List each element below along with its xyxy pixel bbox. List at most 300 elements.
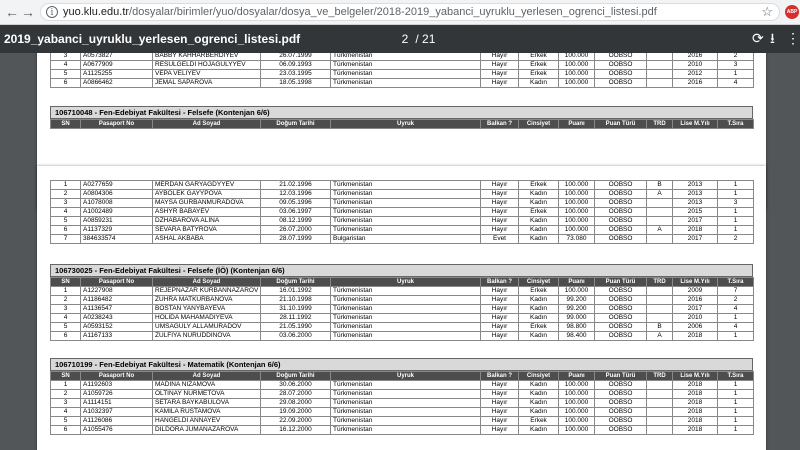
table-cell: DILDORA JUMANAZAROVA <box>153 426 261 435</box>
table-matematik <box>50 371 754 435</box>
table-cell: Türkmenistan <box>331 305 481 314</box>
table-cell: A1167133 <box>81 332 153 341</box>
table-cell: 3 <box>718 61 754 70</box>
table-cell: Türkmenistan <box>331 314 481 323</box>
table-row <box>51 61 754 70</box>
table-cell: 100.000 <box>559 226 595 235</box>
table-cell: 28.07.1999 <box>261 235 331 244</box>
table-cell: 26.07.1999 <box>261 53 331 61</box>
table-cell: Erkek <box>519 323 559 332</box>
browser-address-bar <box>0 0 800 25</box>
bookmark-star-icon[interactable]: ☆ <box>761 4 773 19</box>
table-cell <box>647 296 673 305</box>
table-cell: Türkmenistan <box>331 287 481 296</box>
table-cell: 1 <box>718 381 754 390</box>
table-cell: Erkek <box>519 208 559 217</box>
column-header: Doğum Tarihi <box>261 372 331 381</box>
table-row <box>51 79 754 88</box>
table-cell <box>647 61 673 70</box>
column-header: Puan Türü <box>595 372 647 381</box>
column-header: Cinsiyet <box>519 120 559 129</box>
column-header: Puanı <box>559 278 595 287</box>
table-cell: 7 <box>718 287 754 296</box>
table-row <box>51 323 754 332</box>
table-cell: A1186482 <box>81 296 153 305</box>
table-cell: 29.08.2000 <box>261 399 331 408</box>
table-cell: Türkmenistan <box>331 417 481 426</box>
table-cell: Kadın <box>519 296 559 305</box>
column-header: Doğum Tarihi <box>261 278 331 287</box>
table-cell: 5 <box>51 323 81 332</box>
table-cell: Kadın <box>519 79 559 88</box>
table-cell: Kadın <box>519 408 559 417</box>
table-cell: 21.05.1990 <box>261 323 331 332</box>
table-cell: 1 <box>718 390 754 399</box>
column-header: Puanı <box>559 372 595 381</box>
table-row <box>51 305 754 314</box>
table-cell: Hayır <box>481 390 519 399</box>
table-cell <box>647 79 673 88</box>
table-cell: BABBY KAHHARBERDIYEV <box>153 53 261 61</box>
table-cell: Kadın <box>519 381 559 390</box>
table-cell: Türkmenistan <box>331 208 481 217</box>
url-text <box>63 6 657 19</box>
column-header: T.Sıra <box>718 120 754 129</box>
table-row <box>51 217 754 226</box>
table-cell: 98.800 <box>559 323 595 332</box>
column-header: TRD <box>647 372 673 381</box>
column-header: Ad Soyad <box>153 372 261 381</box>
table-cell: 1 <box>51 181 81 190</box>
column-header: Pasaport No <box>81 120 153 129</box>
column-header: SN <box>51 372 81 381</box>
table-cell: 1 <box>718 332 754 341</box>
table-cell: 3 <box>718 199 754 208</box>
table-cell: Hayır <box>481 208 519 217</box>
table-cell: Kadın <box>519 305 559 314</box>
table-cell: Hayır <box>481 181 519 190</box>
table-cell: A0804306 <box>81 190 153 199</box>
table-cell: 6 <box>51 226 81 235</box>
table-cell: 2 <box>51 296 81 305</box>
table-cell: 100.000 <box>559 190 595 199</box>
adblock-extension-icon[interactable]: ABP <box>785 5 799 19</box>
table-cell: Evet <box>481 235 519 244</box>
column-header: Cinsiyet <box>519 278 559 287</box>
table-cell: Bulgaristan <box>331 235 481 244</box>
table-cell: 2018 <box>673 381 718 390</box>
table-page1-top <box>50 53 754 88</box>
table-cell: DZHABAROVA ALINA <box>153 217 261 226</box>
column-header: Uyruk <box>331 278 481 287</box>
section-title-felsefe-io: 106730025 - Fen-Edebiyat Fakültesi - Felsefe (İÖ) (Kontenjan 6/6) <box>50 264 753 277</box>
pdf-page-2 <box>37 166 766 450</box>
table-row <box>51 332 754 341</box>
table-cell: 99.000 <box>559 314 595 323</box>
table-cell: 08.12.1999 <box>261 217 331 226</box>
table-cell: Kadın <box>519 314 559 323</box>
table-cell: HOLIDA MAHAMADIYEVA <box>153 314 261 323</box>
table-cell: Türkmenistan <box>331 181 481 190</box>
table-cell <box>647 381 673 390</box>
table-cell: A1032397 <box>81 408 153 417</box>
table-row <box>51 199 754 208</box>
table-cell: 12.03.1996 <box>261 190 331 199</box>
pdf-viewport[interactable] <box>0 53 800 450</box>
column-header: Balkan ? <box>481 372 519 381</box>
table-body <box>51 181 754 244</box>
table-cell: HANGELDI ANNAYEV <box>153 417 261 426</box>
table-row <box>51 426 754 435</box>
table-cell: 100.000 <box>559 53 595 61</box>
total-pages: 21 <box>422 32 436 46</box>
table-cell: 2017 <box>673 305 718 314</box>
table-cell: SETARA BAYKABULOVA <box>153 399 261 408</box>
table-cell: OOBSO <box>595 287 647 296</box>
table-cell: 4 <box>51 61 81 70</box>
table-cell: 100.000 <box>559 181 595 190</box>
table-cell: Türkmenistan <box>331 190 481 199</box>
table-cell: 98.400 <box>559 332 595 341</box>
table-cell: Hayır <box>481 53 519 61</box>
table-cell: 06.09.1993 <box>261 61 331 70</box>
column-header: TRD <box>647 120 673 129</box>
table-row <box>51 390 754 399</box>
table-cell: 100.000 <box>559 208 595 217</box>
table-cell: OOBSO <box>595 53 647 61</box>
table-row <box>51 381 754 390</box>
table-cell: 2016 <box>673 296 718 305</box>
table-cell: Türkmenistan <box>331 226 481 235</box>
table-header-row <box>51 120 754 129</box>
table-cell: OOBSO <box>595 314 647 323</box>
table-cell: Hayır <box>481 226 519 235</box>
table-cell: 6 <box>51 79 81 88</box>
table-cell: 100.000 <box>559 287 595 296</box>
table-cell <box>647 199 673 208</box>
table-cell: 2015 <box>673 208 718 217</box>
table-cell <box>647 287 673 296</box>
table-row <box>51 296 754 305</box>
table-cell: 1 <box>718 399 754 408</box>
table-row <box>51 190 754 199</box>
table-cell: 1 <box>718 226 754 235</box>
table-cell: BOSTAN YANYBAYEVA <box>153 305 261 314</box>
table-cell: 1 <box>718 217 754 226</box>
table-body <box>51 53 754 88</box>
table-cell: A <box>647 226 673 235</box>
table-cell: 99.200 <box>559 296 595 305</box>
table-cell: A <box>647 190 673 199</box>
table-cell: 21.02.1996 <box>261 181 331 190</box>
table-cell: OOBSO <box>595 323 647 332</box>
table-cell: 3 <box>51 53 81 61</box>
column-header: Puan Türü <box>595 120 647 129</box>
table-cell: OOBSO <box>595 390 647 399</box>
table-cell: JEMAL SAPAROVA <box>153 79 261 88</box>
table-cell: REJEPNAZAR KURBANNAZAROV <box>153 287 261 296</box>
table-cell: OOBSO <box>595 79 647 88</box>
table-row <box>51 181 754 190</box>
table-cell: 1 <box>51 381 81 390</box>
table-cell: 3 <box>51 305 81 314</box>
column-header: TRD <box>647 278 673 287</box>
table-felsefe-continued <box>50 180 754 244</box>
table-cell: A1002489 <box>81 208 153 217</box>
table-cell: A1055476 <box>81 426 153 435</box>
table-cell: OLTINAY NURMETOVA <box>153 390 261 399</box>
table-cell: Hayır <box>481 332 519 341</box>
table-cell: Hayır <box>481 70 519 79</box>
table-cell: A1114151 <box>81 399 153 408</box>
table-cell: ZULFIYA NURUDDINOVA <box>153 332 261 341</box>
table-cell: A1126086 <box>81 417 153 426</box>
table-cell <box>647 53 673 61</box>
column-header: Puanı <box>559 120 595 129</box>
table-cell: A0593152 <box>81 323 153 332</box>
table-cell: 100.000 <box>559 426 595 435</box>
table-cell: 28.11.1992 <box>261 314 331 323</box>
table-cell: OOBSO <box>595 181 647 190</box>
table-cell: Erkek <box>519 417 559 426</box>
table-cell: OOBSO <box>595 70 647 79</box>
current-page-input[interactable]: 2 <box>401 32 409 46</box>
table-cell: 100.000 <box>559 199 595 208</box>
table-cell <box>647 390 673 399</box>
column-header: Ad Soyad <box>153 120 261 129</box>
table-cell: B <box>647 181 673 190</box>
more-menu-icon[interactable]: ⋮ <box>786 30 800 46</box>
column-header: Uyruk <box>331 372 481 381</box>
table-cell: OOBSO <box>595 399 647 408</box>
column-header: Ad Soyad <box>153 278 261 287</box>
table-cell: 18.05.1998 <box>261 79 331 88</box>
table-cell: 23.03.1995 <box>261 70 331 79</box>
table-cell: Hayır <box>481 296 519 305</box>
table-cell: 2012 <box>673 70 718 79</box>
table-cell: OOBSO <box>595 226 647 235</box>
table-cell: 100.000 <box>559 70 595 79</box>
table-cell <box>647 235 673 244</box>
table-cell: 2017 <box>673 217 718 226</box>
table-cell: 1 <box>718 208 754 217</box>
column-header: Balkan ? <box>481 120 519 129</box>
table-cell: 2 <box>51 390 81 399</box>
table-cell: Türkmenistan <box>331 323 481 332</box>
table-row <box>51 70 754 79</box>
table-cell: 100.000 <box>559 217 595 226</box>
table-cell: Kadın <box>519 426 559 435</box>
table-cell: 26.07.2000 <box>261 226 331 235</box>
table-cell: 4 <box>51 408 81 417</box>
table-felsefe-header <box>50 119 754 129</box>
table-cell: Erkek <box>519 181 559 190</box>
table-cell: Hayır <box>481 79 519 88</box>
table-cell: Kadın <box>519 235 559 244</box>
table-cell: Türkmenistan <box>331 332 481 341</box>
table-cell: 2 <box>718 235 754 244</box>
table-cell: A1137329 <box>81 226 153 235</box>
table-cell: A1227908 <box>81 287 153 296</box>
table-header-row <box>51 372 754 381</box>
table-cell: ASHAL AKBABA <box>153 235 261 244</box>
section-title-matematik: 106710199 - Fen-Edebiyat Fakültesi - Matematik (Kontenjan 6/6) <box>50 358 753 371</box>
table-cell: 4 <box>51 314 81 323</box>
column-header: Lise M.Yılı <box>673 278 718 287</box>
column-header: SN <box>51 278 81 287</box>
url-input[interactable] <box>40 3 780 21</box>
table-cell: Türkmenistan <box>331 79 481 88</box>
table-cell: Türkmenistan <box>331 381 481 390</box>
table-cell: OOBSO <box>595 217 647 226</box>
table-cell: Kadın <box>519 217 559 226</box>
table-cell: 2018 <box>673 399 718 408</box>
download-icon[interactable]: ⭳ <box>770 30 775 46</box>
column-header: Balkan ? <box>481 278 519 287</box>
table-cell <box>647 208 673 217</box>
table-cell: Türkmenistan <box>331 70 481 79</box>
table-cell: RESULGELDI HOJAGULYYEV <box>153 61 261 70</box>
table-cell: 2018 <box>673 390 718 399</box>
forward-icon[interactable]: → <box>21 4 35 20</box>
url-host: yuo.klu.edu.tr <box>63 6 130 18</box>
table-row <box>51 53 754 61</box>
table-header-row <box>51 278 754 287</box>
table-cell: 6 <box>51 332 81 341</box>
table-cell <box>647 217 673 226</box>
table-cell: 4 <box>718 323 754 332</box>
column-header: Pasaport No <box>81 372 153 381</box>
table-cell <box>647 305 673 314</box>
table-row <box>51 226 754 235</box>
table-cell: 03.06.2000 <box>261 332 331 341</box>
table-felsefe-io <box>50 277 754 341</box>
table-cell: 4 <box>718 79 754 88</box>
table-cell: 5 <box>51 417 81 426</box>
table-cell: Kadın <box>519 199 559 208</box>
table-cell: 4 <box>718 305 754 314</box>
table-cell: 100.000 <box>559 399 595 408</box>
table-row <box>51 399 754 408</box>
table-row <box>51 417 754 426</box>
table-cell: 2018 <box>673 408 718 417</box>
table-row <box>51 287 754 296</box>
table-cell: 03.06.1997 <box>261 208 331 217</box>
table-cell: OOBSO <box>595 426 647 435</box>
column-header: Cinsiyet <box>519 372 559 381</box>
table-cell: 2 <box>718 53 754 61</box>
table-cell: A1136547 <box>81 305 153 314</box>
table-cell: OOBSO <box>595 381 647 390</box>
table-cell: 100.000 <box>559 390 595 399</box>
table-cell: Erkek <box>519 287 559 296</box>
site-info-icon[interactable]: i <box>46 6 58 18</box>
table-cell: Erkek <box>519 70 559 79</box>
table-cell: Türkmenistan <box>331 399 481 408</box>
table-cell: MAYSA GURBANMURADOVA <box>153 199 261 208</box>
table-cell: Hayır <box>481 426 519 435</box>
table-cell: Türkmenistan <box>331 296 481 305</box>
table-cell <box>647 426 673 435</box>
column-header: Puan Türü <box>595 278 647 287</box>
table-cell: Kadın <box>519 399 559 408</box>
column-header: Lise M.Yılı <box>673 372 718 381</box>
table-cell <box>647 408 673 417</box>
table-cell: 2 <box>51 190 81 199</box>
table-cell <box>647 417 673 426</box>
column-header: Lise M.Yılı <box>673 120 718 129</box>
table-cell: 2 <box>718 296 754 305</box>
table-cell: Türkmenistan <box>331 426 481 435</box>
table-cell: Hayır <box>481 217 519 226</box>
table-cell: 3 <box>51 399 81 408</box>
table-cell: KAMILA RUSTAMOVA <box>153 408 261 417</box>
table-cell: UMSAGULY ALLAMURADOV <box>153 323 261 332</box>
table-cell: 4 <box>51 208 81 217</box>
table-cell: 28.07.2000 <box>261 390 331 399</box>
pdf-toolbar <box>0 25 800 53</box>
table-cell: 2006 <box>673 323 718 332</box>
table-cell: B <box>647 323 673 332</box>
table-cell: A0238243 <box>81 314 153 323</box>
table-cell: 5 <box>51 70 81 79</box>
table-cell: OOBSO <box>595 332 647 341</box>
table-cell: 100.000 <box>559 79 595 88</box>
column-header: Doğum Tarihi <box>261 120 331 129</box>
table-cell: 2010 <box>673 314 718 323</box>
table-cell: 2010 <box>673 61 718 70</box>
table-cell: AYBOLEK GAYYPOVA <box>153 190 261 199</box>
table-cell: 30.06.2000 <box>261 381 331 390</box>
table-cell: A <box>647 332 673 341</box>
table-cell: A0277659 <box>81 181 153 190</box>
table-cell: Türkmenistan <box>331 390 481 399</box>
pdf-file-title: 2019_yabanci_uyruklu_yerlesen_ogrenci_listesi.pdf <box>4 32 301 46</box>
page-separator: / <box>415 32 419 46</box>
table-cell: 99.200 <box>559 305 595 314</box>
table-cell: 1 <box>718 70 754 79</box>
table-cell: 2013 <box>673 190 718 199</box>
table-cell: 2018 <box>673 417 718 426</box>
table-cell: OOBSO <box>595 235 647 244</box>
table-cell: A0677909 <box>81 61 153 70</box>
table-cell: Hayır <box>481 287 519 296</box>
table-cell: OOBSO <box>595 208 647 217</box>
table-cell: Kadın <box>519 226 559 235</box>
column-header: Pasaport No <box>81 278 153 287</box>
table-cell: 2018 <box>673 226 718 235</box>
table-cell: 2013 <box>673 199 718 208</box>
table-cell <box>647 314 673 323</box>
table-cell: Erkek <box>519 53 559 61</box>
table-body <box>51 287 754 341</box>
table-cell: 3 <box>51 199 81 208</box>
table-cell: Türkmenistan <box>331 61 481 70</box>
table-cell: 100.000 <box>559 417 595 426</box>
table-cell: A0573827 <box>81 53 153 61</box>
table-cell: ASHYR BABAYEV <box>153 208 261 217</box>
back-icon[interactable]: ← <box>5 4 19 20</box>
table-row <box>51 408 754 417</box>
column-header: T.Sıra <box>718 372 754 381</box>
table-cell: 1 <box>718 408 754 417</box>
rotate-icon[interactable]: ⟳ <box>752 30 764 46</box>
table-cell: 1 <box>718 181 754 190</box>
table-cell: Hayır <box>481 314 519 323</box>
table-cell: OOBSO <box>595 199 647 208</box>
column-header: SN <box>51 120 81 129</box>
table-cell: OOBSO <box>595 190 647 199</box>
